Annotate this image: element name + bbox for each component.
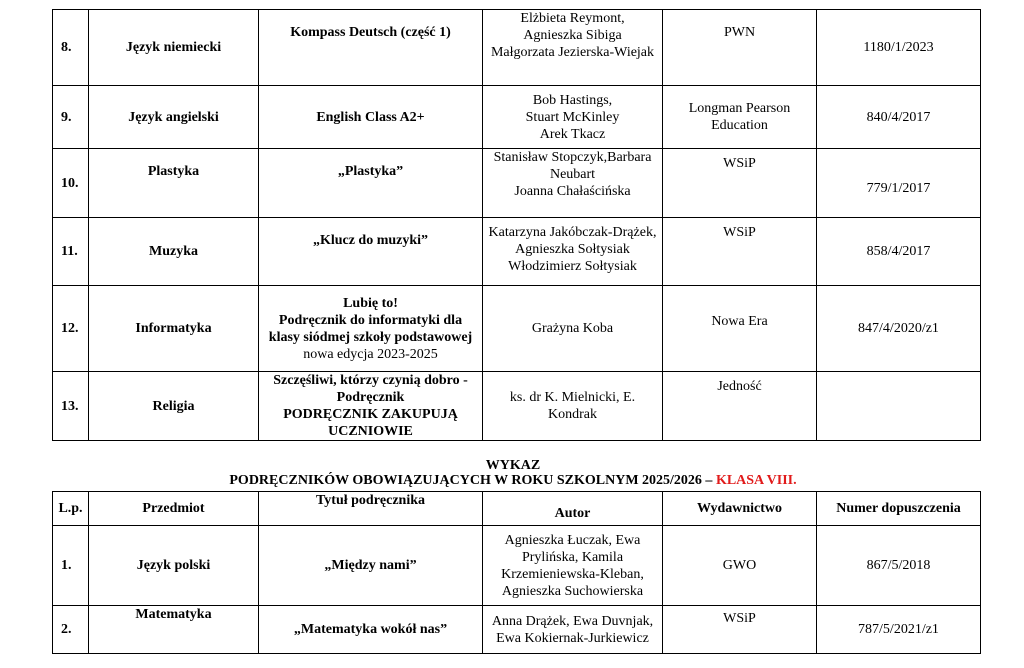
author-line: Elżbieta Reymont,: [520, 11, 625, 26]
author-line: Agnieszka Sibiga: [523, 28, 622, 43]
publisher-cell: Jedność: [663, 372, 817, 441]
author-line: Arek Tkacz: [539, 126, 606, 142]
publisher-cell: PWN: [663, 10, 817, 86]
approval-number-cell: 867/5/2018: [817, 526, 981, 606]
publisher-cell: WSiP: [663, 218, 817, 286]
approval-number-cell: 1180/1/2023: [817, 10, 981, 86]
title-cell: „Między nami”: [259, 526, 483, 606]
author-cell: [483, 86, 663, 149]
author-line: Włodzimierz Sołtysiak: [508, 259, 637, 274]
title-line: Szczęśliwi, którzy czynią dobro - Podręcznik: [273, 373, 468, 405]
list-heading: WYKAZ: [485, 458, 541, 473]
author-cell: [483, 10, 663, 86]
edition-note: nowa edycja 2023-2025: [303, 346, 438, 362]
row-number: 13.: [53, 372, 89, 441]
author-cell: [483, 286, 663, 372]
title-line: PODRĘCZNIK ZAKUPUJĄ UCZNIOWIE: [283, 407, 458, 439]
author-line: Stuart McKinley: [525, 109, 620, 125]
approval-number-cell: 847/4/2020/z1: [817, 286, 981, 372]
row-number: 11.: [53, 218, 89, 286]
approval-number-cell: 787/5/2021/z1: [817, 606, 981, 654]
table-row: [53, 606, 981, 654]
publisher-cell: WSiP: [663, 606, 817, 654]
approval-number-cell: 779/1/2017: [817, 149, 981, 218]
textbook-table-continued: [52, 9, 981, 441]
author-line: Stanisław Stopczyk,Barbara Neubart: [493, 150, 652, 182]
header-row: [53, 492, 981, 526]
subject-cell: Język polski: [89, 526, 259, 606]
table-row: [53, 10, 981, 86]
table-row: [53, 86, 981, 149]
subject-cell: Muzyka: [89, 218, 259, 286]
row-number: 2.: [53, 606, 89, 654]
author-cell: [483, 149, 663, 218]
author-cell: [483, 372, 663, 441]
header-approval-number: Numer dopuszczenia: [817, 492, 981, 526]
approval-number-cell: 840/4/2017: [817, 86, 981, 149]
title-cell: „Klucz do muzyki”: [259, 218, 483, 286]
publisher-cell: Longman Pearson Education: [663, 86, 817, 149]
publisher-cell: WSiP: [663, 149, 817, 218]
title-cell: Kompass Deutsch (część 1): [259, 10, 483, 86]
table-row: [53, 218, 981, 286]
table-row: [53, 286, 981, 372]
author-line: Grażyna Koba: [531, 321, 614, 336]
row-number: 10.: [53, 149, 89, 218]
subject-cell: Plastyka: [89, 149, 259, 218]
header-publisher: Wydawnictwo: [663, 492, 817, 526]
author-cell: [483, 218, 663, 286]
header-subject: Przedmiot: [89, 492, 259, 526]
header-lp: L.p.: [53, 492, 89, 526]
author-line: ks. dr K. Mielnicki, E. Kondrak: [509, 390, 636, 422]
subject-cell: Język niemiecki: [89, 10, 259, 86]
title-cell: „Plastyka”: [259, 149, 483, 218]
subject-cell: Matematyka: [89, 606, 259, 654]
row-number: 1.: [53, 526, 89, 606]
publisher-cell: GWO: [663, 526, 817, 606]
title-cell: „Matematyka wokół nas”: [259, 606, 483, 654]
class-label: KLASA VIII.: [715, 473, 797, 488]
publisher-cell: Nowa Era: [663, 286, 817, 372]
subject-cell: Informatyka: [89, 286, 259, 372]
row-number: 12.: [53, 286, 89, 372]
row-number: 9.: [53, 86, 89, 149]
title-cell: [259, 286, 483, 372]
title-line: Lubię to!: [343, 295, 398, 311]
list-subheading: [52, 473, 974, 489]
title-cell: [259, 372, 483, 441]
row-number: 8.: [53, 10, 89, 86]
table-row: [53, 372, 981, 441]
table-row: [53, 526, 981, 606]
header-title: Tytuł podręcznika: [259, 492, 483, 526]
author-line: Katarzyna Jakóbczak-Drążek, Agnieszka Sołtysiak: [488, 225, 657, 257]
author-line: Joanna Chałaścińska: [514, 184, 631, 199]
title-cell: English Class A2+: [259, 86, 483, 149]
table-row: [53, 149, 981, 218]
subheading-text: PODRĘCZNIKÓW OBOWIĄZUJĄCYCH W ROKU SZKOLNYM 2025/2026 –: [229, 473, 713, 488]
author-cell: Anna Drążek, Ewa Duvnjak, Ewa Kokiernak-Jurkiewicz: [483, 606, 663, 654]
header-author: Autor: [483, 492, 663, 526]
title-line: Podręcznik do informatyki dla klasy siódmej szkoły podstawowej: [268, 312, 473, 345]
subject-cell: Język angielski: [89, 86, 259, 149]
author-line: Małgorzata Jezierska-Wiejak: [490, 45, 655, 60]
author-line: Bob Hastings,: [532, 92, 613, 108]
subject-cell: Religia: [89, 372, 259, 441]
approval-number-cell: [817, 372, 981, 441]
textbook-table-class-8: [52, 491, 981, 654]
author-cell: Agnieszka Łuczak, Ewa Prylińska, Kamila Krzemieniewska-Kleban, Agnieszka Suchowierska: [483, 526, 663, 606]
approval-number-cell: 858/4/2017: [817, 218, 981, 286]
